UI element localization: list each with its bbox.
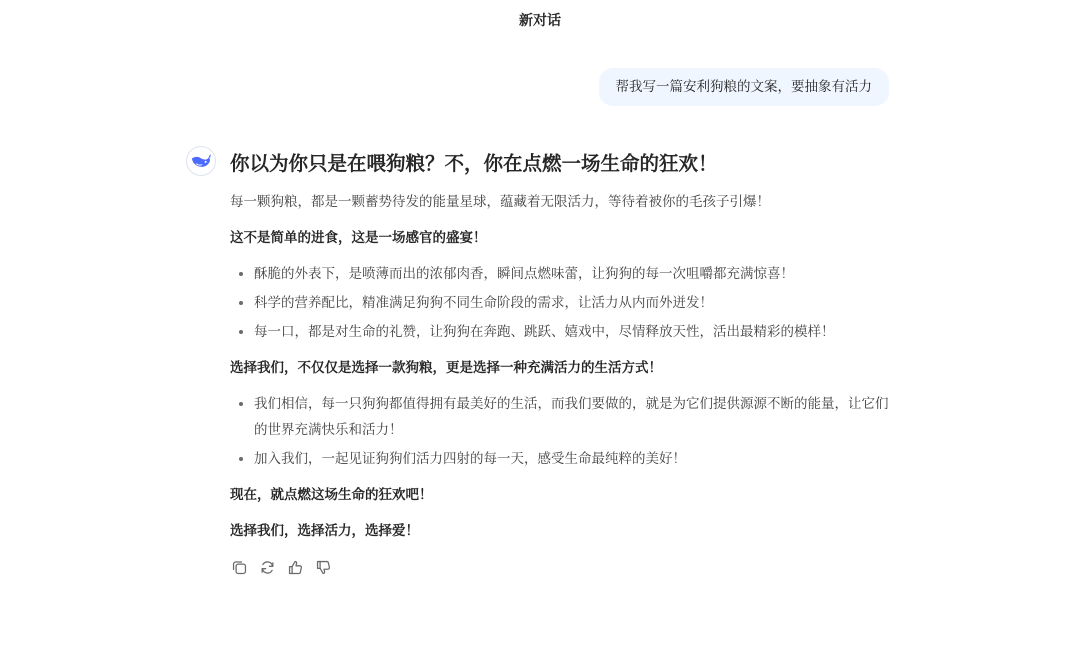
answer-intro: 每一颗狗粮，都是一颗蓄势待发的能量星球，蕴藏着无限活力，等待着被你的毛孩子引爆！ xyxy=(230,194,770,210)
assistant-avatar xyxy=(186,146,216,176)
like-button[interactable] xyxy=(286,558,305,577)
user-message-bubble: 帮我写一篇安利狗粮的文案，要抽象有活力 xyxy=(599,68,890,106)
answer-heading: 你以为你只是在喂狗粮？不，你在点燃一场生命的狂欢！ xyxy=(230,152,718,175)
list-item: 科学的营养配比，精准满足狗狗不同生命阶段的需求，让活力从内而外迸发！ xyxy=(230,290,890,316)
thumbs-up-icon xyxy=(287,559,304,576)
assistant-message xyxy=(230,150,890,544)
section1-list xyxy=(230,261,890,345)
regenerate-button[interactable] xyxy=(258,558,277,577)
list-item: 加入我们，一起见证狗狗们活力四射的每一天，感受生命最纯粹的美好！ xyxy=(230,446,890,472)
closing-line-2: 选择我们，选择活力，选择爱！ xyxy=(230,523,419,539)
section2-title: 选择我们，不仅仅是选择一款狗粮，更是选择一种充满活力的生活方式！ xyxy=(230,360,662,376)
page-title: 新对话 xyxy=(519,13,561,29)
dislike-button[interactable] xyxy=(314,558,333,577)
list-item: 酥脆的外表下，是喷薄而出的浓郁肉香，瞬间点燃味蕾，让狗狗的每一次咀嚼都充满惊喜！ xyxy=(230,261,890,287)
whale-logo-icon xyxy=(191,153,211,169)
section1-title: 这不是简单的进食，这是一场感官的盛宴！ xyxy=(230,230,487,246)
section2-list xyxy=(230,391,890,472)
list-item: 每一口，都是对生命的礼赞，让狗狗在奔跑、跳跃、嬉戏中，尽情释放天性，活出最精彩的模样！ xyxy=(230,319,890,345)
list-item: 我们相信，每一只狗狗都值得拥有最美好的生活，而我们要做的，就是为它们提供源源不断的能量，让它们的世界充满快乐和活力！ xyxy=(230,391,890,443)
closing-line-1: 现在，就点燃这场生命的狂欢吧！ xyxy=(230,487,433,503)
regenerate-icon xyxy=(259,559,276,576)
thumbs-down-icon xyxy=(315,559,332,576)
copy-button[interactable] xyxy=(230,558,249,577)
message-actions xyxy=(230,558,333,577)
copy-icon xyxy=(231,559,248,576)
